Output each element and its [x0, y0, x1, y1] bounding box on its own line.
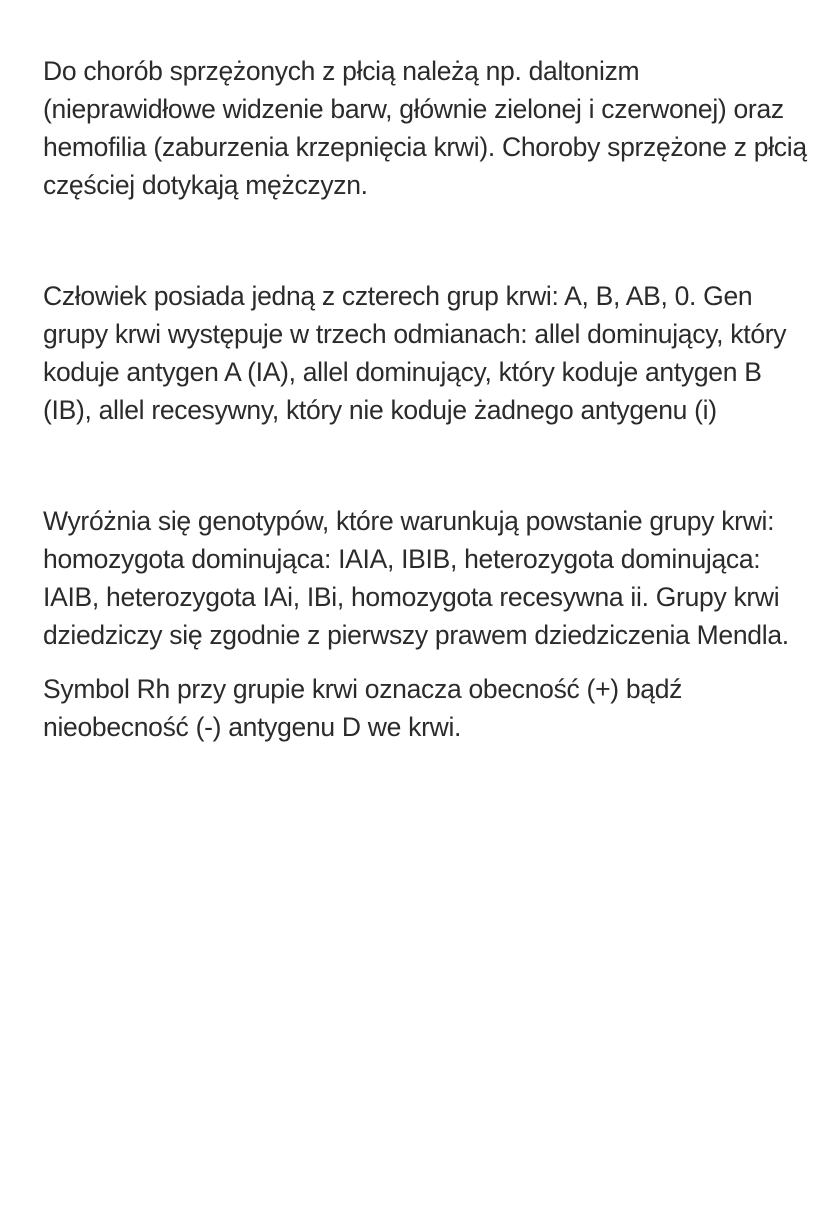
paragraph-sex-linked-diseases: Do chorób sprzężonych z płcią należą np. daltonizm (nieprawidłowe widzenie barw, głównie zielonej i czerwonej) oraz hemofilia (zaburzenia krzepnięcia krwi). Choroby sprzężone z płcią częściej dotykają mężczyzn.: [43, 56, 807, 200]
paragraph-rh-factor: Symbol Rh przy grupie krwi oznacza obecność (+) bądź nieobecność (-) antygenu D we krwi.: [43, 674, 683, 742]
paragraph-blood-groups: Człowiek posiada jedną z czterech grup krwi: A, B, AB, 0. Gen grupy krwi występuje w trzech odmianach: allel dominujący, który koduje antygen A (IA), allel dominujący, który koduje antygen B (IB), allel recesywny, który nie koduje żadnego antygenu (i): [43, 281, 787, 425]
document-body: [43, 52, 813, 746]
paragraph-genotypes: Wyróżnia się genotypów, które warunkują powstanie grupy krwi: homozygota dominująca: IAIA, IBIB, heterozygota dominująca: IAIB, heterozygota IAi, IBi, homozygota recesywna ii. Grupy krwi dziedziczy się zgodnie z pierwszy prawem dziedziczenia Mendla.: [43, 506, 789, 650]
